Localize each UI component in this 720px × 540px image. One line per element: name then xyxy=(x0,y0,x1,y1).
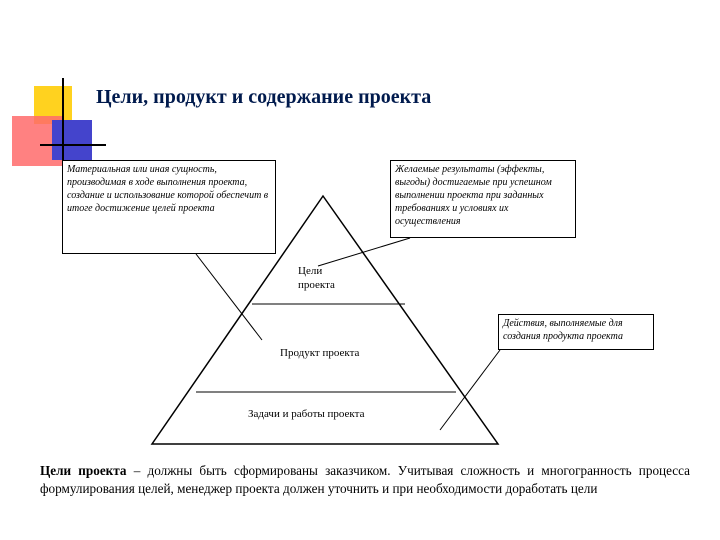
desired-results-box: Желаемые результаты (эффекты, выгоды) достигаемые при успешном выполнении проекта при заданных требованиях и условиях их осуществления xyxy=(390,160,576,238)
connector-results xyxy=(318,238,410,266)
pyramid-level-goals xyxy=(298,264,335,292)
slide-title: Цели, продукт и содержание проекта xyxy=(96,86,432,108)
pyramid-level-product: Продукт проекта xyxy=(280,347,360,359)
summary-lead: Цели проекта xyxy=(40,463,127,478)
actions-box: Действия, выполняемые для создания продукта проекта xyxy=(498,314,654,350)
summary-paragraph xyxy=(40,462,690,498)
connector-product xyxy=(196,254,262,340)
pyramid-level-goals-line1: Цели xyxy=(298,265,323,277)
connector-actions xyxy=(440,350,500,430)
pyramid-level-goals-line2: проекта xyxy=(298,279,335,291)
product-definition-box: Материальная или иная сущность, производимая в ходе выполнения проекта, создание и использование которой обеспечит в итоге достижение целей проекта xyxy=(62,160,276,254)
summary-text: – должны быть сформированы заказчиком. Учитывая сложность и многогранность процесса формулирования целей, менеджер проекта должен уточнить и при необходимости доработать цели xyxy=(40,463,690,496)
pyramid-level-tasks: Задачи и работы проекта xyxy=(248,408,365,420)
